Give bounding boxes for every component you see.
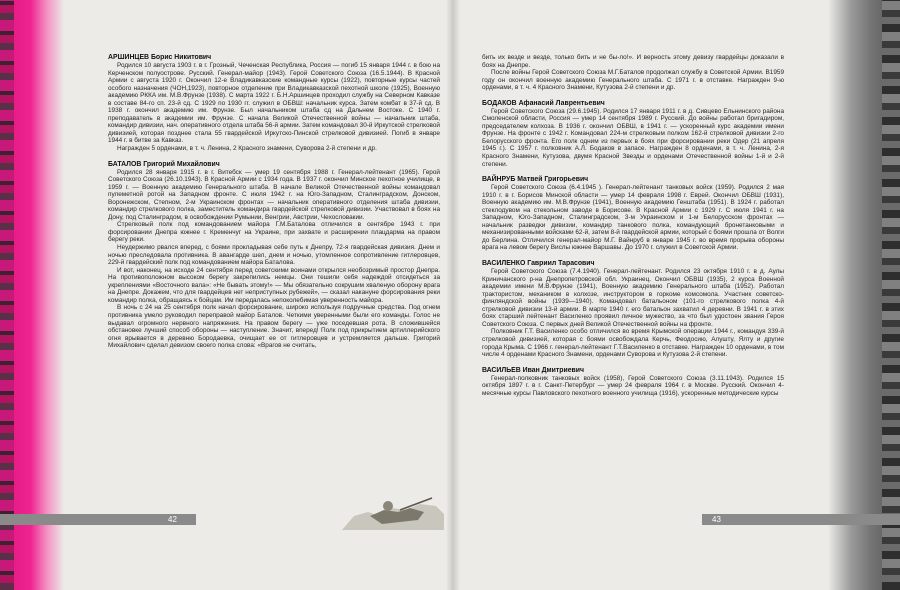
gray-paint-texture [882,0,900,590]
entry-paragraph: Награжден 5 орденами, в т. ч. Ленина, 2 Красного знамени, Суворова 2-й степени и др. [117,145,377,153]
right-page-text [482,54,784,532]
entry-title-vasilenko: ВАСИЛЕНКО Гавриил Тарасович [482,260,595,268]
entry-paragraph: Стрелковый полк под командованием майора Г.М.Баталова отличился в сентябре 1943 г. при форсировании Днепра южнее г. Кременчуг на Украине, при захвате и расширении плацдарма на правом берегу реки. [108,221,440,244]
entry-paragraph: бить их везде и везде, только бить и не бы-ло!». И верность этому девизу гвардейцы доказали в боях на Днепре. [482,54,784,69]
page-number-left: 42 [168,515,177,524]
entry-paragraph: Полковник Г.Т. Василенко особо отличился во время Крымской операции 1944 г., командуя 339-й стрелковой дивизией, которая с боями освобождала Керчь, Феодосию, Алушту, Ялту и другие города Крыма. С 1966 г. генерал-лейтенант Г.Т.Василенко в отставке. Награжден 10 орденами, в том числе 4 орденами Красного Знамени, орденами Суворова и Кутузова 2-й степени. [482,328,784,359]
entry-paragraph: Родился 28 января 1915 г. в г. Витебск — умер 19 сентября 1988 г. Генерал-лейтенант (1965). Герой Советского Союза (26.10.1943). В Красной Армии с 1934 года. В 1937 г. окончил Минское пехотное училище, в 1959 г. — Военную академию Генерального штаба. В начале Великой Отечественной войны командовал пулеметной ротой на Западном фронте. С июля 1942 г. на Юго-Западном, Сталинградском, Донском, Воронежском, Степном, 2-м Украинском фронтах — начальник оперативного отделения штаба дивизии, командир стрелкового полка, заместитель командира гвардейской стрелковой дивизии. Участвовал в боях на Дону, под Сталинградом, в освобождении Румынии, Венгрии, Австрии, Чехословакии. [108,168,440,221]
entry-paragraph: После войны Герой Советского Союза М.Г.Баталов продолжал службу в Советской Армии. В1959 году он окончил военную академию Генерального штаба. С 1971 г. в отставке. Награжден 9-ю орденами, в т. ч. 4 Красного Знамени, Кутузова 2-й степени и др. [482,69,784,92]
entry-title-batalov: БАТАЛОВ Григорий Михайлович [108,160,220,168]
entry-paragraph: Родился 10 августа 1903 г. в г. Грозный, Чеченская Республика, Россия — погиб 15 января 1944 г. в бою на Керченском полуострове. Русский. Генерал-майор (1943). Герой Советского Союза (16.5.1944). В Красной Армии с августа 1920 г. Окончил 12-е Владикавказские командные курсы (1922), повторные курсы частей особого назначения (ЧОН,1923), повторное отделение при Владикавказской пехотной школе (1925), Военную академию РККА им. М.В.Фрунзе (1938). С марта 1922 г. Б.Н.Аршинцев проходил службу на Северном Кавказе в составе 84-го сп. 23-й сд. С 1929 по 1930 гг. служил в ОБВШ: начальник курса. Затем комбат в 37-й сд. В 1938 г. окончил академию им. Фрунзе. Был начальником штаба сд на Дальнем Востоке. С 1940 г. преподаватель в академии им. Фрунзе. С начала Великой Отечественной войны — начальник штаба, командир дивизии, нач. оперативного отдела штаба 56-й армии. Затем командовал 30-й Иркутской стрелковой дивизией, которая позднее стала 55 гвардейской Иркутско-Пинской стрелковой дивизией. Погиб в январе 1944 г. в битве за Кавказ. [108,62,440,145]
page-number-right: 43 [712,515,721,524]
entry-paragraph: Неудержимо рвался вперед, с боями прокладывая себе путь к Днепру, 72-я гвардейская дивизия. Днем и ночью преследовала противника. В авангарде шел, днем и ночью, утомленное сопротивление гитлеровцев, 229-й гвардейский полк под командованием майора Баталова. [108,244,440,267]
entry-paragraph: В ночь с 24 на 25 сентября полк начал форсирование, широко используя подручные средства. Под огнем противника умело руководил переправой майор Баталов. Четкими уверенными были его команды. Голос не выдавал огромного нервного напряжения. На правом берегу — уже поседевшая рота. В сложившейся обстановке лучший способ обороны — наступление. Значит, вперед! Полк под прикрытием артиллерийского огня врывается в деревню Бородаевка, очищает ее от гитлеровцев и устремляется дальше. Григорий Михайлович сделал девизом своего полка слова: «Врагов не считать, [108,304,440,350]
entry-title-arshintsev: АРШИНЦЕВ Борис Никитович [108,54,212,61]
pink-paint-texture [0,0,14,590]
entry-paragraph: Генерал-полковник танковых войск (1958), Герой Советского Союза (3.11.1943). Родился 15 октября 1897 г. в г. Санкт-Петербург — умер 24 февраля 1964 г. в Москве. Русский. Окончил 4-месячные курсы Павловского пехотного военного училища (1916), ускоренные методические курсы [482,374,784,397]
entry-paragraph: И вот, наконец, на исходе 24 сентября перед советскими воинами открылся необозримый простор Днепра. На противоположном высоком берегу закрепились немцы. Они тешили себя надеждой отсидеться за укреплениями «Восточного вала»: «Не бывать этому!» — Мы обязательно сокрушим хваленую оборону врага на Днепре. Докажем, что для гвардейцев нет неприступных рубежей», — сказал накануне форсирования реки командир полка, обращаясь к бойцам. Им передалась непоколебимая уверенность майора. [108,266,440,304]
book-gutter [446,0,460,590]
entry-title-bodakov: БОДАКОВ Афанасий Лаврентьевич [482,99,605,107]
soldier-illustration [340,486,444,530]
entry-paragraph: Герой Советского Союза (6.4.1945 ). Генерал-лейтенант танковых войск (1959). Родился 2 мая 1910 г. в г. Борисов Минской области — умер 14 февраля 1998 г. Еврей. Окончил ОБВШ (1931), Военную академию им. М.В.Фрунзе (1941), Военную академию Генштаба (1951). В 1924 г. работал стеклодувом на стекольном заводе в Борисове. В Красной Армии с 1929 г. С июля 1941 г. на Западном, Юго-Западном, Сталинградском, 3-м Украинском и 1-м Белорусском фронтах — начальник разведки дивизии, командир танкового полка, командующий бронетанковыми и механизированными войсками 62-й, затем 8-й гвардейской армии, который с боями прошла от Волги до Берлина. Отличился генерал-майор М.Г. Вайнруб в январе 1945 г. во время прорыва обороны врага на левом берегу Вислы южнее Варшавы. До 1970 г. служил в Советской Армии. [482,184,784,252]
entry-paragraph: Герой Советского Союза (29.6.1945). Родился 17 января 1911 г. в д. Сивцево Ельнинского района Смоленской области, Россия — умер 14 сентября 1989 г. Русский. До войны работал бригадиром, председателем колхоза. В 1936 г. окончил ОБВШ, в 1941 г. — ускоренный курс академии имени Фрунзе. На фронте с 1942 г. Командовал 224-м стрелковым полком 162-й стрелковой дивизии 2-го Белорусского фронта. Его полк одним из первых в боях при форсировании реки Одер (21 апреля 1945 г.). С 1957 г. полковник А.Л. Бодаков в запасе. Награжден 8 орденами, в т. ч. Ленина, 2-я Красного Знамени, Кутузова, двумя Красной Звезды и орденами Отечественной войны 1-й и 2-й степени. [482,107,784,168]
entry-title-vainrub: ВАЙНРУБ Матвей Григорьевич [482,176,589,184]
entry-paragraph: Герой Советского Союза (7.4.1940). Генерал-лейтенант. Родился 23 октября 1910 г. в д. Аулы Криничанского р-на Днепропетровской обл. Украинец. Окончил ОБВШ (1935), 2 курса Военной академии имени М.В.Фрунзе (1941), Военную академию Генерального штаба (1952). Работал трактористом, механиком в колхозе, инструктором в горкоме комсомола. Участник советско-финляндской войны (1939—1940). Командовал батальоном (101-го стрелкового полка 4-й стрелковой дивизии 13-й армии. В марте 1940 г. его батальон захватил 4 деревни. В 1941 г. в этих боях старший лейтенант Василенко проявил личное мужество, за что был удостоен звания Героя Советского Союза. С первых дней Великой Отечественной войны на фронте. [482,268,784,328]
entry-title-vasiliev: ВАСИЛЬЕВ Иван Дмитриевич [482,366,585,374]
left-page-text [108,54,440,532]
